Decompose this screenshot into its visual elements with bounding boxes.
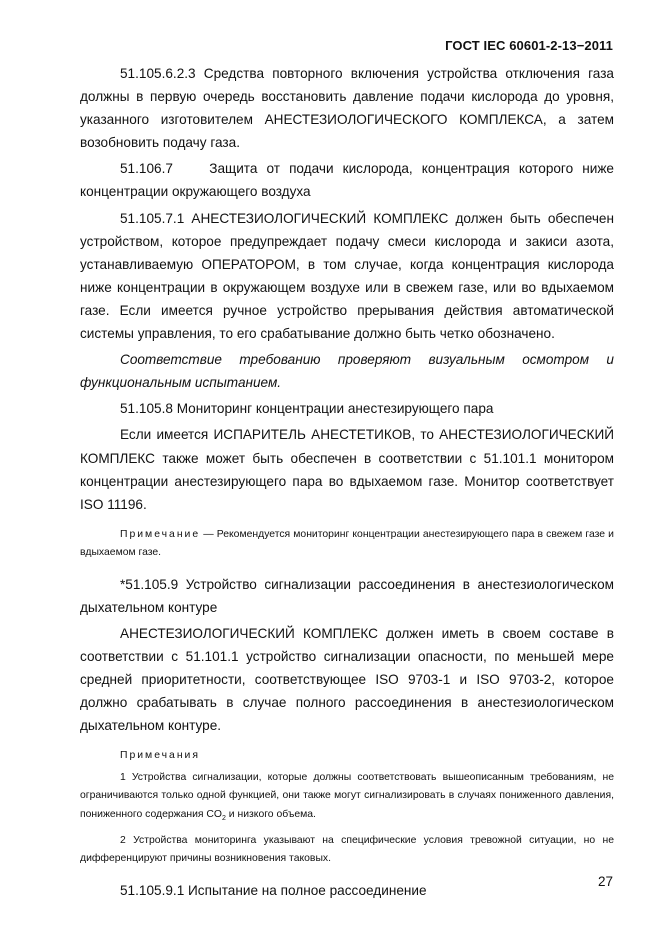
paragraph-evaporator: Если имеется ИСПАРИТЕЛЬ АНЕСТЕТИКОВ, то АНЕСТЕЗИОЛОГИЧЕСКИЙ КОМПЛЕКС также может быть обеспечен в соответствии с 51.101.1 монитором концентрации анестезирующего пара во вдыхаемом газе. Монитор соответствует ISO 11196.	[80, 427, 614, 512]
paragraph-compliance-check: Соответствие требованию проверяют визуальным осмотром и функциональным испытанием.	[80, 352, 614, 391]
page-number: 27	[597, 874, 613, 889]
paragraph-51-105-7-1: 51.105.7.1 АНЕСТЕЗИОЛОГИЧЕСКИЙ КОМПЛЕКС должен быть обеспечен устройством, которое предупреждает подачу смеси кислорода и закиси азота, устанавливаемую ОПЕРАТОРОМ, в том случае, когда концентрация кислорода ниже концентрации в окружающем воздухе или в свежем газе, или во вдыхаемом газе. Если имеется ручное устройство прерывания действия автоматической системы управления, то его срабатывание должно быть четко обозначено.	[80, 210, 614, 342]
note-item-2: 2 Устройства мониторинга указывают на специфические условия тревожной ситуации, но не дифференцируют причины возникновения таковых.	[80, 834, 614, 865]
document-header: ГОСТ IEC 60601-2-13−2011	[445, 38, 613, 53]
paragraph-51-105-9: *51.105.9 Устройство сигнализации рассоединения в анестезиологическом дыхательном контуре	[80, 576, 614, 615]
note-anesthetic-monitoring	[80, 526, 614, 563]
note-item-1-text: 1 Устройства сигнализации, которые должны соответствовать вышеописанным требованиям, не ограничиваются только одной функцией, они также могут сигнализировать в случаях пониженного давления, пониженного содержания CO	[80, 771, 614, 820]
note-text: — Рекомендуется мониторинг концентрации анестезирующего пара в свежем газе и вдыхаемом газе.	[80, 528, 614, 559]
co2-subscript: 2	[222, 815, 226, 823]
paragraph-disconnection-alarm: АНЕСТЕЗИОЛОГИЧЕСКИЙ КОМПЛЕКС должен иметь в своем составе в соответствии с 51.101.1 устройство сигнализации опасности, по меньшей мере средней приоритетности, соответствующее ISO 9703-1 и ISO 9703-2, которое должно срабатывать в случае полного рассоединения в анестезиологическом дыхательном контуре.	[80, 625, 614, 734]
note-label: Примечание	[120, 528, 201, 540]
notes-heading: Примечания	[120, 750, 200, 762]
paragraph-51-105-8: 51.105.8 Мониторинг концентрации анестезирующего пара	[120, 401, 494, 417]
note-item-1	[80, 769, 614, 829]
page-body	[80, 62, 618, 902]
paragraph-51-105-9-1: 51.105.9.1 Испытание на полное рассоединение	[120, 882, 427, 898]
paragraph-51-105-6-2-3: 51.105.6.2.3 Средства повторного включения устройства отключения газа должны в первую очередь восстановить давление подачи кислорода до уровня, указанного изготовителем АНЕСТЕЗИОЛОГИЧЕСКОГО КОМПЛЕКСА, а затем возобновить подачу газа.	[80, 66, 614, 151]
note-item-1-tail: и низкого объема.	[225, 808, 316, 820]
paragraph-51-106-7: 51.106.7 Защита от подачи кислорода, концентрация которого ниже концентрации окружающего воздуха	[80, 161, 618, 200]
